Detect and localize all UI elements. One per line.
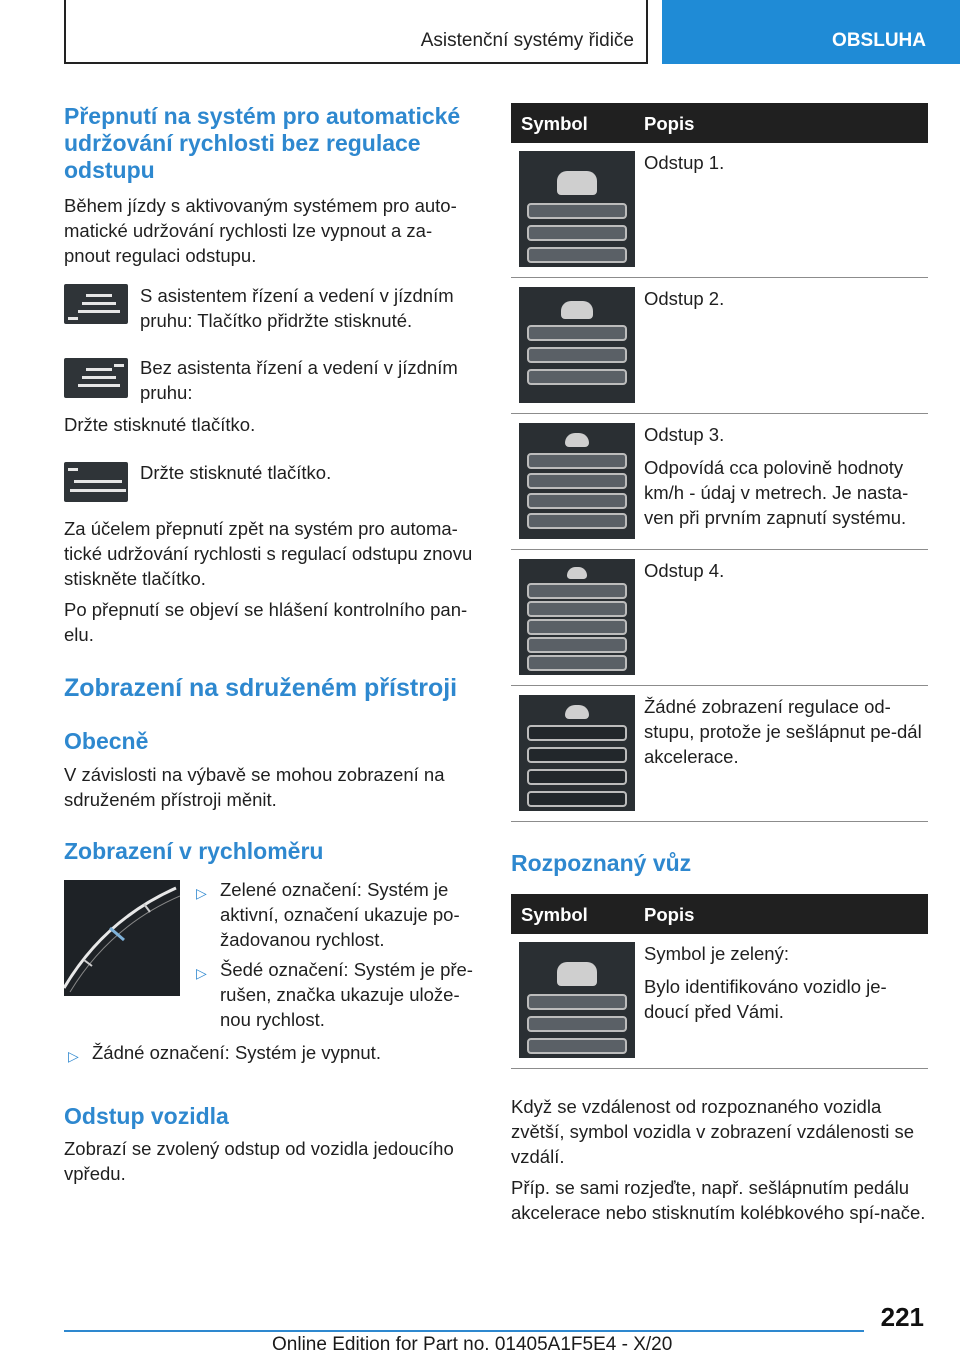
heading-general: Obecně: [64, 728, 149, 754]
divider: [511, 277, 928, 278]
header-section-title: Asistenční systémy řidiče: [420, 30, 634, 51]
heading-recognized-vehicle: Rozpoznaný vůz: [511, 850, 692, 876]
table2-row-line1: Symbol je zelený:: [644, 943, 789, 964]
page-number: 221: [880, 1302, 924, 1332]
table1-row1-text: Odstup 1.: [644, 152, 725, 173]
recognized-vehicle-image: [519, 942, 635, 1058]
distance-2-image: [519, 287, 635, 403]
divider: [511, 821, 928, 822]
table1-row5-text: Žádné zobrazení regulace od-stupu, protože je sešlápnut pe-dál akcelerace.: [644, 696, 922, 767]
divider: [511, 1068, 928, 1069]
table2-col-desc: Popis: [644, 904, 695, 925]
heading-distance: Odstup vozidla: [64, 1103, 229, 1129]
speedometer-image: [64, 880, 180, 996]
footer-edition: Online Edition for Part no. 01405A1F5E4 - X/20: [272, 1334, 673, 1355]
bullet-none: Žádné označení: Systém je vypnut.: [92, 1042, 381, 1063]
paragraph-general: V závislosti na výbavě se mohou zobrazení na sdruženém přístroji měnit.: [64, 764, 445, 810]
button-text-without-assistant: Bez asistenta řízení a vedení v jízdním pruhu:: [140, 357, 458, 403]
distance-3-image: [519, 423, 635, 539]
distance-4-image: [519, 559, 635, 675]
paragraph-message: Po přepnutí se objeví se hlášení kontrolního pan-elu.: [64, 599, 468, 645]
paragraph-vehicle-farther: Když se vzdálenost od rozpoznaného vozidla zvětší, symbol vozidla v zobrazení vzdálenosti se vzdálí.: [511, 1096, 915, 1167]
bullet-arrow-icon: ▷: [196, 965, 207, 981]
table1-col-symbol: Symbol: [521, 113, 588, 134]
divider: [511, 685, 928, 686]
button-text-hold: Držte stisknuté tlačítko.: [140, 462, 332, 483]
footer-divider: [64, 1330, 864, 1332]
paragraph-during-drive: Během jízdy s aktivovaným systémem pro auto-matické udržování rychlosti lze vypnout a za-pnout regulaci odstupu.: [64, 195, 457, 266]
chapter-tab-label: OBSLUHA: [832, 30, 926, 51]
divider: [511, 413, 928, 414]
table1-row3-title: Odstup 3.: [644, 424, 725, 445]
table1-col-desc: Popis: [644, 113, 695, 134]
paragraph-hold: Držte stisknuté tlačítko.: [64, 414, 256, 435]
table1-row4-text: Odstup 4.: [644, 560, 725, 581]
table1-header: [511, 103, 928, 143]
bullet-green: Zelené označení: Systém je aktivní, označení ukazuje po-žadovanou rychlost.: [220, 879, 460, 950]
heading-switch: Přepnutí na systém pro automatické udržování rychlosti bez regulace odstupu: [64, 103, 461, 183]
distance-button-icon-2: [64, 358, 128, 398]
bullet-arrow-icon: ▷: [196, 885, 207, 901]
heading-speedometer: Zobrazení v rychloměru: [64, 838, 324, 864]
bullet-grey: Šedé označení: Systém je pře-rušen, značka ukazuje ulože-nou rychlost.: [220, 959, 473, 1030]
header-chapter-tab: [662, 0, 960, 64]
divider: [511, 549, 928, 550]
table2-col-symbol: Symbol: [521, 904, 588, 925]
distance-button-icon: [64, 284, 128, 324]
table2-row-line2: Bylo identifikováno vozidlo je-doucí před Vámi.: [644, 976, 887, 1022]
paragraph-start-driving: Příp. se sami rozjeďte, např. sešlápnutím pedálu akcelerace nebo stisknutím kolébkového spí-nače.: [511, 1177, 926, 1223]
button-text-with-assistant: S asistentem řízení a vedení v jízdním pruhu: Tlačítko přidržte stisknuté.: [140, 285, 454, 331]
distance-1-image: [519, 151, 635, 267]
paragraph-distance: Zobrazí se zvolený odstup od vozidla jedoucího vpředu.: [64, 1138, 454, 1184]
table1-row3-desc: Odpovídá cca polovině hodnoty km/h - údaj v metrech. Je nasta-ven při prvním zapnutí systému.: [644, 457, 909, 528]
no-distance-image: [519, 695, 635, 811]
paragraph-switch-back: Za účelem přepnutí zpět na systém pro automa-tické udržování rychlosti s regulací odstupu znovu stiskněte tlačítko.: [64, 518, 473, 589]
heading-display: Zobrazení na sdruženém přístroji: [64, 674, 458, 702]
bullet-arrow-icon: ▷: [68, 1048, 79, 1064]
header-section-box: [64, 0, 648, 64]
table2-header: [511, 894, 928, 934]
distance-minus-button-icon: [64, 462, 128, 502]
table1-row2-text: Odstup 2.: [644, 288, 725, 309]
